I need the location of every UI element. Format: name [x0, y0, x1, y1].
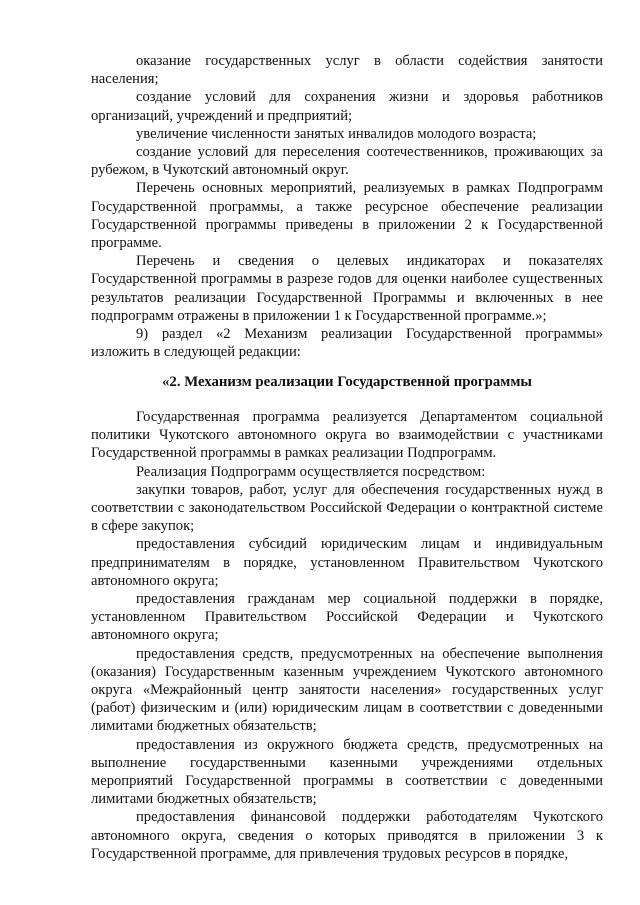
paragraph: предоставления из окружного бюджета средств, предусмотренных на выполнение государственными казенными учреждениями отдельных мероприятий Государственной программы в соответствии с доведенными лимитами бюджетных обязательств;: [91, 736, 603, 808]
paragraph: Перечень и сведения о целевых индикаторах и показателях Государственной программы в разрезе годов для оценки наиболее существенных результатов реализации Государственной Программы и включенных в нее подпрограмм отражены в приложении 1 к Государственной программе.»;: [91, 253, 603, 324]
paragraph: увеличение численности занятых инвалидов молодого возраста;: [136, 125, 537, 142]
paragraph: предоставления субсидий юридическим лицам и индивидуальным предпринимателям в порядке, установленном Правительством Чукотского автономного округа;: [91, 536, 603, 589]
paragraph: оказание государственных услуг в области содействия занятости населения;: [91, 53, 603, 88]
section-heading: «2. Механизм реализации Государственной программы: [162, 374, 532, 390]
paragraph: предоставления гражданам мер социальной поддержки в порядке, установленном Правительством Российской Федерации и Чукотского автономного округа;: [91, 591, 603, 644]
paragraph: 9) раздел «2 Механизм реализации Государственной программы» изложить в следующей редакции:: [91, 326, 603, 361]
paragraph: предоставления финансовой поддержки работодателям Чукотского автономного округа, сведения о которых приводятся в приложении 3 к Государственной программе, для привлечения трудовых ресурсов в порядке,: [91, 809, 603, 862]
paragraph: создание условий для переселения соотечественников, проживающих за рубежом, в Чукотский автономный округ.: [91, 144, 603, 179]
paragraph: Перечень основных мероприятий, реализуемых в рамках Подпрограмм Государственной программы, а также ресурсное обеспечение реализации Государственной программы приведены в приложении 2 к Государственной программе.: [91, 180, 603, 252]
paragraph: создание условий для сохранения жизни и здоровья работников организаций, учреждений и предприятий;: [91, 89, 603, 124]
text-block-bottom: [91, 408, 603, 863]
paragraph: закупки товаров, работ, услуг для обеспечения государственных нужд в соответствии с законодательством Российской Федерации о контрактной системе в сфере закупок;: [91, 481, 603, 535]
paragraph: Государственная программа реализуется Департаментом социальной политики Чукотского автономного округа во взаимодействии с участниками Государственной программы в рамках реализации Подпрограмм.: [91, 409, 603, 462]
paragraph: Реализация Подпрограмм осуществляется посредством:: [136, 463, 486, 480]
paragraph: предоставления средств, предусмотренных на обеспечение выполнения (оказания) Государственным казенным учреждением Чукотского автономного округа «Межрайонный центр занятости населения» государственных услуг (работ) физическим и (или) юридическим лицам в соответствии с доведенными лимитами бюджетных обязательств;: [91, 645, 603, 735]
text-block-top: [91, 52, 603, 361]
